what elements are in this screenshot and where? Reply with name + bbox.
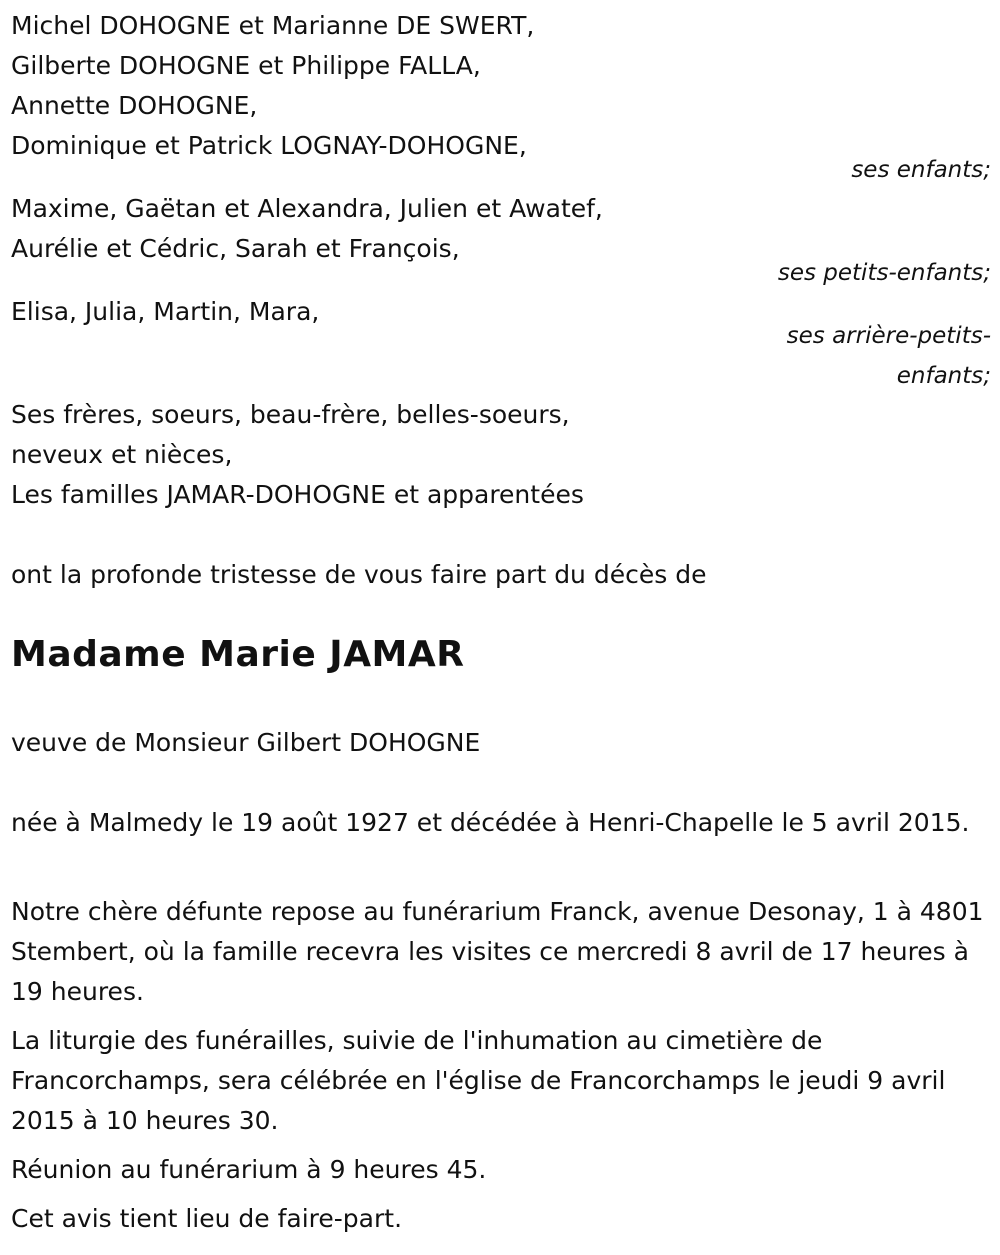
- relatives-line-2: neveux et nièces,: [11, 440, 233, 469]
- obituary-notice: [11, 0, 991, 1255]
- great-grandchildren-line-1: Elisa, Julia, Martin, Mara,: [11, 297, 320, 326]
- children-line-3: Annette DOHOGNE,: [11, 91, 258, 120]
- gathering-paragraph: Réunion au funérarium à 9 heures 45.: [11, 1155, 487, 1184]
- grandchildren-line-1: Maxime, Gaëtan et Alexandra, Julien et Awatef,: [11, 194, 603, 223]
- birth-death-paragraph: née à Malmedy le 19 août 1927 et décédée à Henri-Chapelle le 5 avril 2015.: [11, 808, 970, 837]
- relatives-line-3: Les familles JAMAR-DOHOGNE et apparentées: [11, 480, 584, 509]
- grandchildren-line-2: Aurélie et Cédric, Sarah et François,: [11, 234, 460, 263]
- liturgy-paragraph: La liturgie des funérailles, suivie de l'inhumation au cimetière de Francorchamps, sera célébrée en l'église de Francorchamps le jeudi 9 avril 2015 à 10 heures 30.: [11, 1026, 946, 1135]
- announcement-text: ont la profonde tristesse de vous faire part du décès de: [11, 560, 707, 589]
- relatives-line-1: Ses frères, soeurs, beau-frère, belles-soeurs,: [11, 400, 570, 429]
- notice-footer: Cet avis tient lieu de faire-part.: [11, 1204, 403, 1233]
- funeral-home-paragraph: Notre chère défunte repose au funérarium Franck, avenue Desonay, 1 à 4801 Stembert, où la famille recevra les visites ce mercredi 8 avril de 17 heures à 19 heures.: [11, 897, 984, 1006]
- great-grandchildren-relation-1: ses arrière-petits-: [786, 323, 991, 349]
- children-line-1: Michel DOHOGNE et Marianne DE SWERT,: [11, 11, 535, 40]
- deceased-name: Madame Marie JAMAR: [11, 634, 465, 675]
- widow-of-text: veuve de Monsieur Gilbert DOHOGNE: [11, 728, 481, 757]
- children-line-4: Dominique et Patrick LOGNAY-DOHOGNE,: [11, 131, 527, 160]
- great-grandchildren-relation-2: enfants;: [896, 363, 991, 389]
- children-line-2: Gilberte DOHOGNE et Philippe FALLA,: [11, 51, 481, 80]
- children-relation: ses enfants;: [851, 157, 991, 183]
- grandchildren-relation: ses petits-enfants;: [777, 260, 991, 286]
